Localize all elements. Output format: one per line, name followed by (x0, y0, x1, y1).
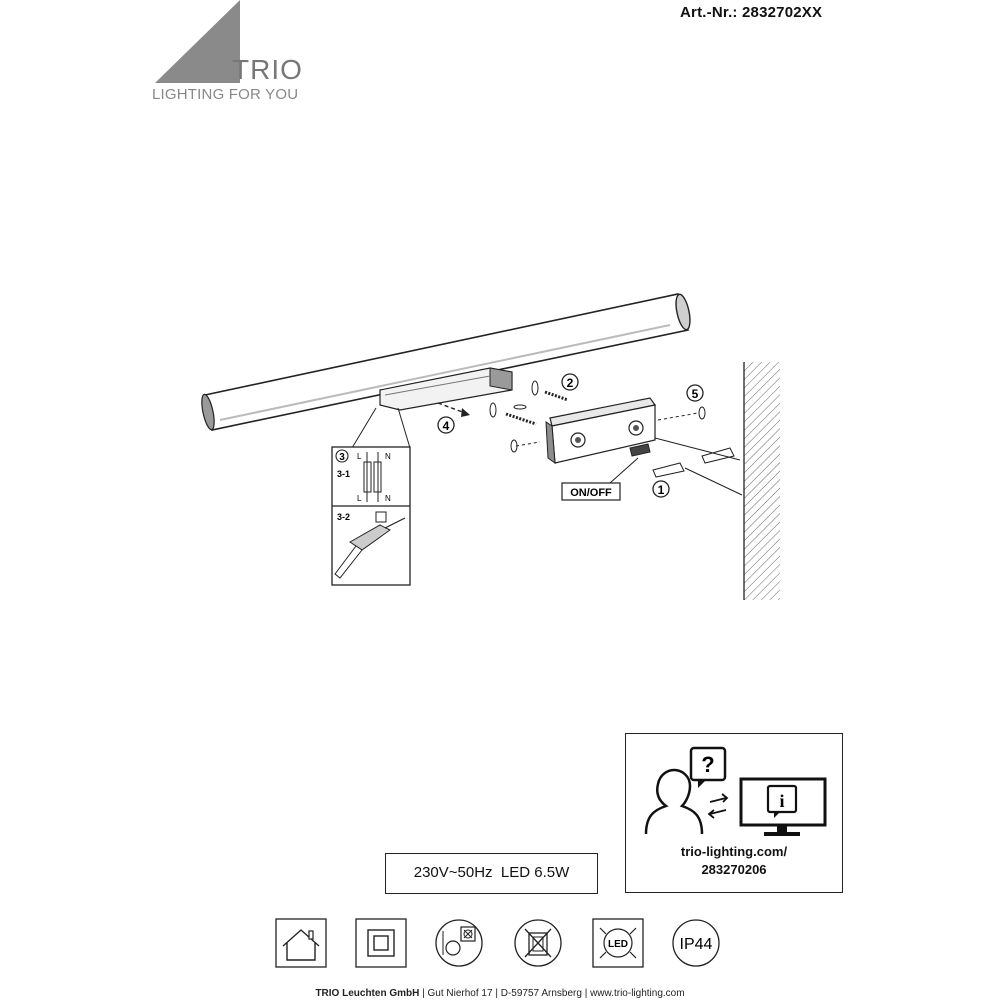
no-disposal-icon (512, 918, 564, 968)
footer-separator: | (584, 988, 588, 999)
led-replaceable-icon (592, 918, 644, 968)
logo-tagline: LIGHTING FOR YOU (152, 86, 299, 103)
installation-diagram (190, 280, 800, 605)
mounting-box (546, 398, 655, 463)
question-bubble-icon (691, 748, 725, 788)
step-1-label: 1 (657, 483, 665, 497)
step-4-label: 4 (442, 419, 450, 433)
footer-company: TRIO Leuchten GmbH (315, 988, 420, 999)
sub-step-3-2: 3-2 (337, 512, 351, 522)
exchange-arrows-icon (709, 794, 727, 818)
wire-l-top: L (357, 452, 362, 461)
protection-class-ii-icon (355, 918, 407, 968)
ip-rating-icon (670, 918, 722, 968)
logo-wordmark: TRIO (232, 54, 303, 85)
footer-city: D-59757 Arnsberg (500, 988, 582, 999)
wiring-inset (332, 447, 410, 585)
step-5-label: 5 (691, 387, 699, 401)
on-off-label: ON/OFF (570, 487, 612, 499)
step-2-label: 2 (566, 376, 574, 390)
support-illustration (626, 734, 841, 844)
wire-l-bottom: L (357, 494, 362, 503)
question-mark: ? (701, 752, 715, 777)
step-3-label: 3 (339, 452, 345, 463)
footer-separator: | (495, 988, 498, 999)
on-off-switch (630, 444, 650, 456)
info-box (625, 733, 843, 893)
info-glyph: i (779, 791, 785, 811)
sub-step-3-1: 3-1 (337, 469, 351, 479)
spec-box: 230V~50Hz LED 6.5W (385, 853, 598, 894)
ip-rating-text: IP44 (679, 936, 713, 953)
article-number: Art.-Nr.: 2832702XX (680, 4, 823, 21)
footer-web[interactable]: www.trio-lighting.com (590, 988, 685, 999)
wire-n-top: N (385, 452, 391, 461)
monitor-icon (741, 779, 825, 836)
led-text: LED (608, 939, 628, 950)
logo-triangle-icon (150, 0, 245, 85)
footer-separator: | (422, 988, 425, 999)
wire-n-bottom: N (385, 494, 391, 503)
indoor-use-icon (275, 918, 327, 968)
wall (744, 362, 780, 600)
footer (0, 988, 1000, 999)
dimmer-icon (433, 918, 485, 968)
info-url[interactable]: trio-lighting.com/ (680, 844, 788, 859)
footer-address: Gut Nierhof 17 (427, 988, 493, 999)
info-code: 283270206 (701, 862, 767, 877)
